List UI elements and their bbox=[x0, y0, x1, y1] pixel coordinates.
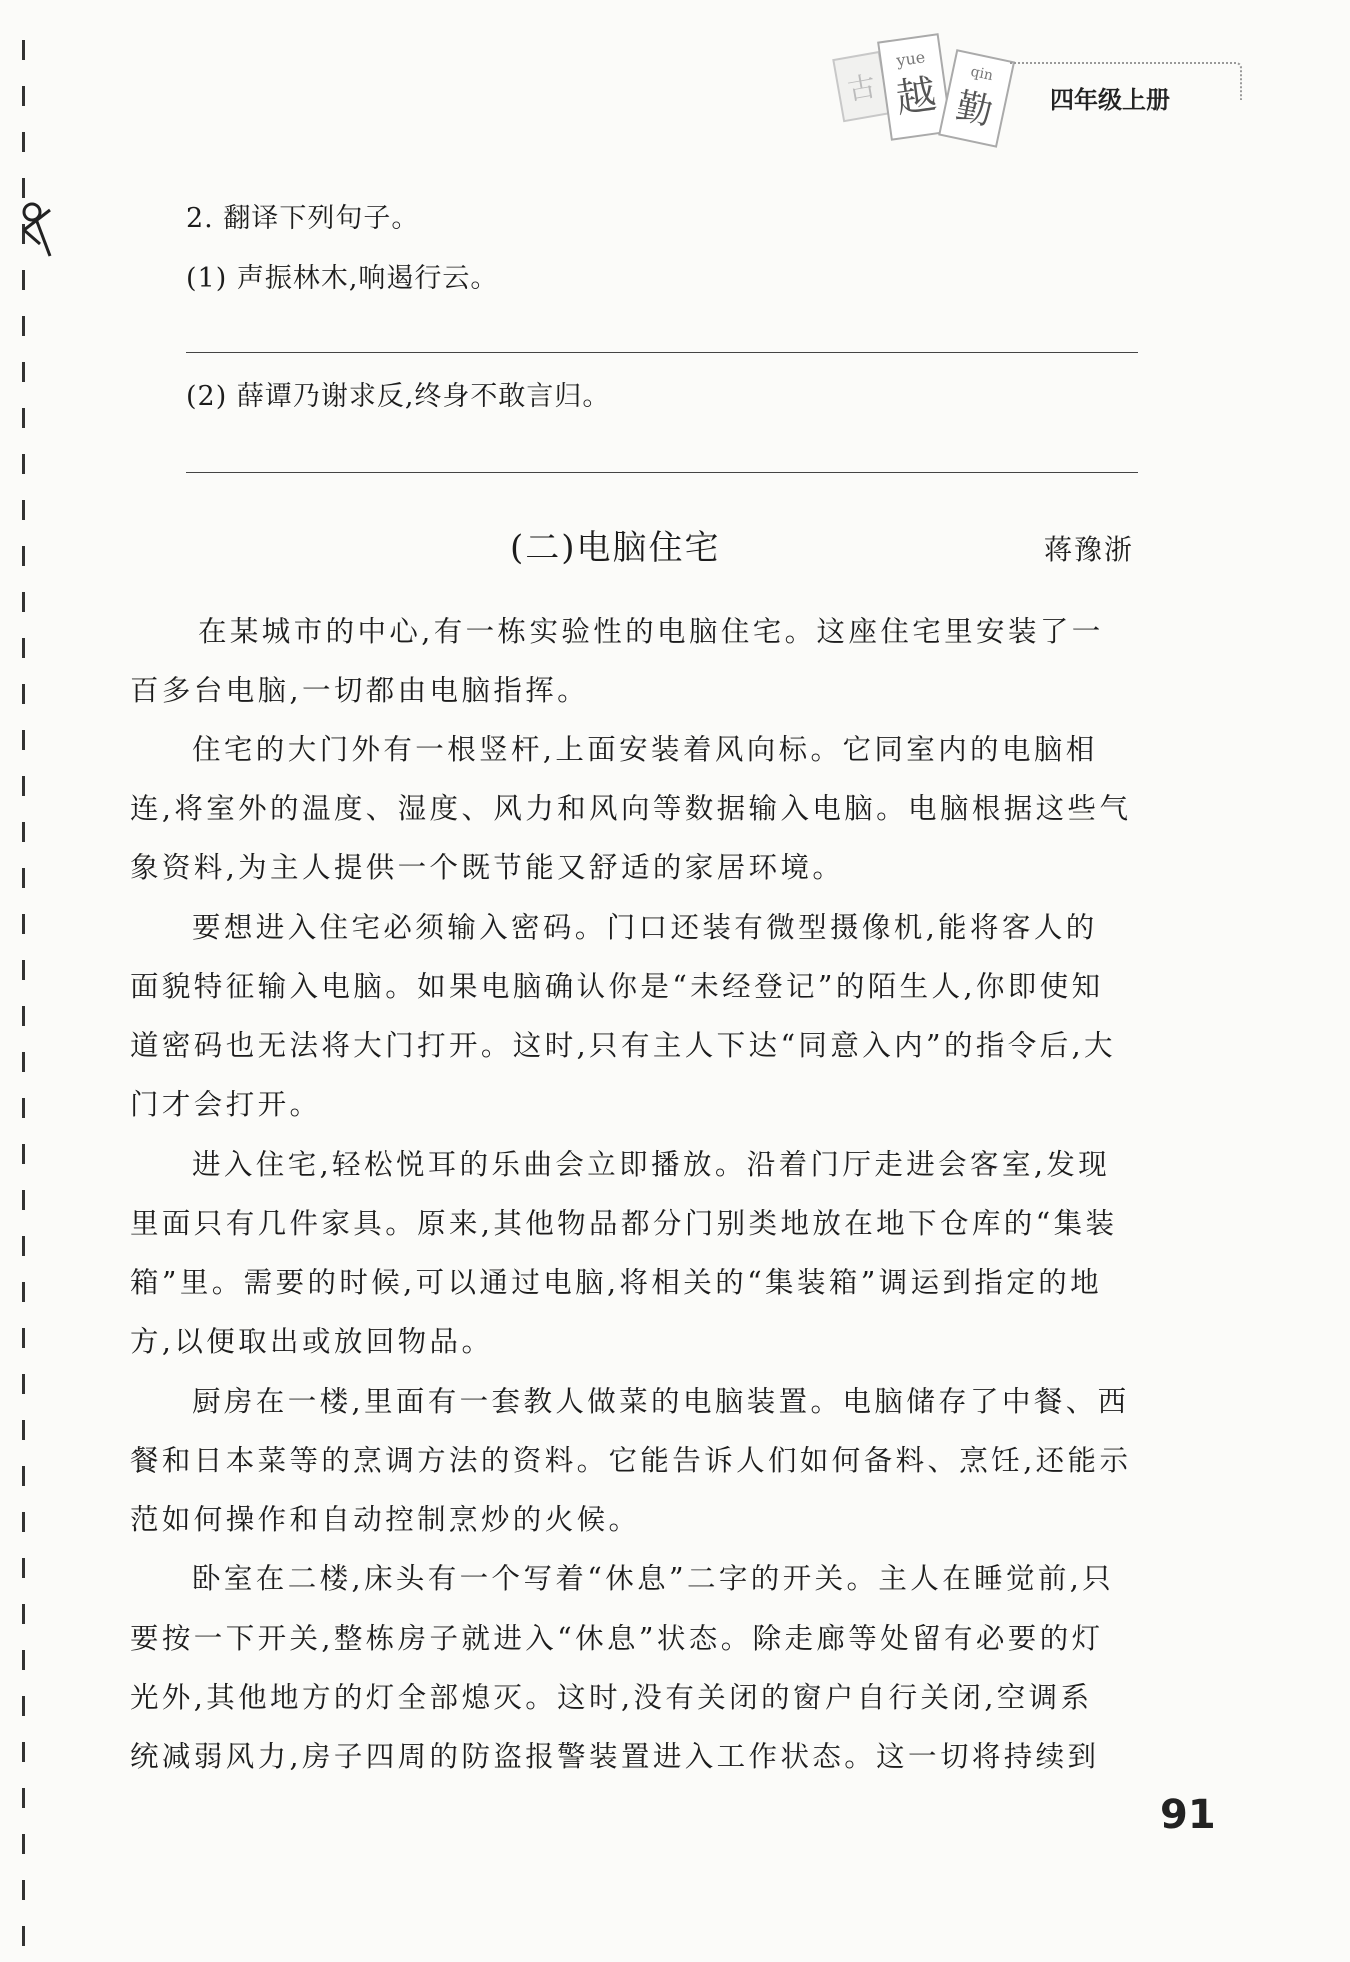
text-line-13: 方,以便取出或放回物品。 bbox=[130, 1325, 494, 1358]
text-line-11: 里面只有几件家具。原来,其他物品都分门别类地放在地下仓库的“集装 bbox=[130, 1207, 1118, 1240]
text-line-9: 门才会打开。 bbox=[130, 1088, 322, 1121]
text-line-4: 连,将室外的温度、湿度、风力和风向等数据输入电脑。电脑根据这些气 bbox=[130, 792, 1132, 825]
text-line-7: 面貌特征输入电脑。如果电脑确认你是“未经登记”的陌生人,你即使知 bbox=[130, 970, 1104, 1003]
scissors-icon bbox=[10, 200, 58, 266]
text-line-6: 要想进入住宅必须输入密码。门口还装有微型摄像机,能将客人的 bbox=[192, 911, 1098, 944]
text-line-17: 卧室在二楼,床头有一个写着“休息”二字的开关。主人在睡觉前,只 bbox=[192, 1562, 1115, 1595]
text-line-14: 厨房在一楼,里面有一套教人做菜的电脑装置。电脑储存了中餐、西 bbox=[192, 1385, 1130, 1418]
answer-line-2 bbox=[186, 472, 1138, 473]
book-logo bbox=[820, 26, 1020, 166]
question-title: 2. 翻译下列句子。 bbox=[186, 203, 420, 234]
grade-label: 四年级上册 bbox=[1050, 86, 1170, 114]
text-line-15: 餐和日本菜等的烹调方法的资料。它能告诉人们如何备料、烹饪,还能示 bbox=[130, 1444, 1132, 1477]
answer-line-1 bbox=[186, 352, 1138, 353]
svg-text:古: 古 bbox=[844, 69, 879, 107]
text-line-3: 住宅的大门外有一根竖杆,上面安装着风向标。它同室内的电脑相 bbox=[192, 733, 1098, 766]
text-line-19: 光外,其他地方的灯全部熄灭。这时,没有关闭的窗户自行关闭,空调系 bbox=[130, 1681, 1093, 1714]
text-line-18: 要按一下开关,整栋房子就进入“休息”状态。除走廊等处留有必要的灯 bbox=[130, 1622, 1104, 1655]
logo-char-yue: 越 bbox=[893, 71, 940, 123]
text-line-10: 进入住宅,轻松悦耳的乐曲会立即播放。沿着门厅走进会客室,发现 bbox=[192, 1148, 1111, 1181]
article-title: (二)电脑住宅 bbox=[510, 528, 721, 568]
question-item-2: (2) 薛谭乃谢求反,终身不敢言归。 bbox=[186, 381, 611, 412]
question-item-1: (1) 声振林木,响遏行云。 bbox=[186, 263, 499, 294]
page-number: 91 bbox=[1160, 1792, 1216, 1838]
cut-line bbox=[22, 40, 32, 1950]
text-line-2: 百多台电脑,一切都由电脑指挥。 bbox=[130, 674, 590, 707]
logo-char-qin: 勤 bbox=[952, 85, 997, 134]
text-line-5: 象资料,为主人提供一个既节能又舒适的家居环境。 bbox=[130, 851, 845, 884]
text-line-12: 箱”里。需要的时候,可以通过电脑,将相关的“集装箱”调运到指定的地 bbox=[130, 1266, 1103, 1299]
logo-pinyin-yue: yue bbox=[895, 47, 927, 71]
text-line-20: 统减弱风力,房子四周的防盗报警装置进入工作状态。这一切将持续到 bbox=[130, 1740, 1100, 1773]
article-author: 蒋豫浙 bbox=[1044, 533, 1135, 566]
text-line-8: 道密码也无法将大门打开。这时,只有主人下达“同意入内”的指令后,大 bbox=[130, 1029, 1116, 1062]
logo-pinyin-qin: qin bbox=[969, 63, 995, 85]
text-line-16: 范如何操作和自动控制烹炒的火候。 bbox=[130, 1503, 641, 1536]
text-line-1: 在某城市的中心,有一栋实验性的电脑住宅。这座住宅里安装了一 bbox=[198, 615, 1104, 648]
